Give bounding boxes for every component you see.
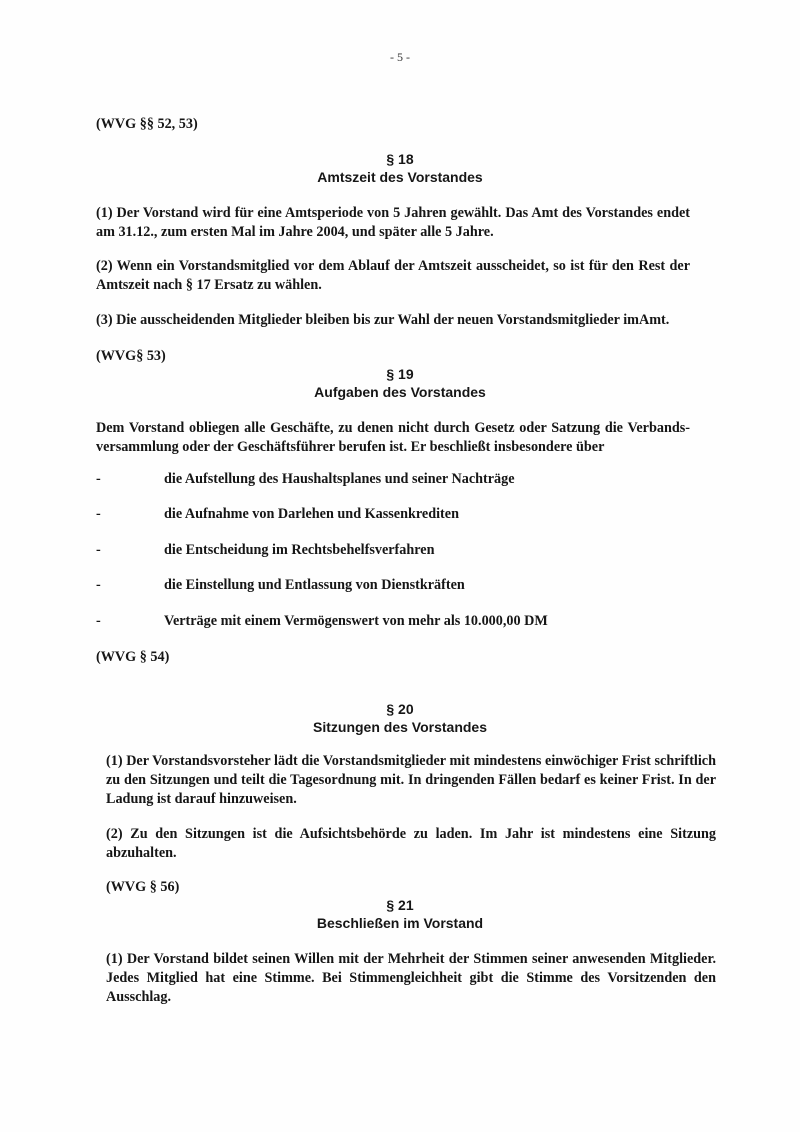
section-number: § 18 <box>386 151 414 167</box>
list-item-text: die Aufstellung des Haushaltsplanes und seiner Nachträge <box>164 471 515 487</box>
section-number: § 20 <box>386 701 414 717</box>
paragraph: (2) Zu den Sitzungen ist die Aufsichtsbehörde zu laden. Im Jahr ist mindestens eine Sitzung abzuhalten. <box>106 826 716 861</box>
bullet-dash: - <box>96 613 101 629</box>
list-item <box>0 576 800 595</box>
bullet-dash: - <box>96 471 101 487</box>
bullet-dash: - <box>96 506 101 522</box>
list-item-text: die Aufnahme von Darlehen und Kassenkrediten <box>164 506 459 522</box>
section-title: Sitzungen des Vorstandes <box>313 719 487 735</box>
page-number: - 5 - <box>390 50 410 64</box>
section-number: § 21 <box>386 897 414 913</box>
list-item <box>0 541 800 560</box>
paragraph: Dem Vorstand obliegen alle Geschäfte, zu denen nicht durch Gesetz oder Satzung die Verbands-versammlung oder der Geschäftsführer berufen ist. Er beschließt insbesondere über <box>96 420 690 455</box>
bullet-dash: - <box>96 542 101 558</box>
list-item-text: die Entscheidung im Rechtsbehelfsverfahren <box>164 542 435 558</box>
law-reference: (WVG§ 53) <box>96 348 166 364</box>
list-item <box>0 612 800 631</box>
law-reference: (WVG § 56) <box>106 879 180 895</box>
list-item-text: Verträge mit einem Vermögenswert von mehr als 10.000,00 DM <box>164 613 548 629</box>
bullet-dash: - <box>96 577 101 593</box>
paragraph: (1) Der Vorstand wird für eine Amtsperiode von 5 Jahren gewählt. Das Amt des Vorstandes endet am 31.12., zum ersten Mal im Jahre 2004, und später alle 5 Jahre. <box>96 205 690 240</box>
law-reference: (WVG § 54) <box>96 649 170 665</box>
section-number: § 19 <box>386 366 414 382</box>
list-item-text: die Einstellung und Entlassung von Dienstkräften <box>164 577 465 593</box>
paragraph: (1) Der Vorstandsvorsteher lädt die Vorstandsmitglieder mit mindestens einwöchiger Frist schriftlich zu den Sitzungen und teilt die Tagesordnung mit. In dringenden Fällen bedarf es keiner Frist. In der Ladung ist darauf hinzuweisen. <box>106 753 716 807</box>
paragraph: (1) Der Vorstand bildet seinen Willen mit der Mehrheit der Stimmen seiner anwesenden Mitglieder. Jedes Mitglied hat eine Stimme. Bei Stimmengleichheit gibt die Stimme des Vorsitzenden den Ausschlag. <box>106 951 716 1005</box>
paragraph: (2) Wenn ein Vorstandsmitglied vor dem Ablauf der Amtszeit ausscheidet, so ist für den Rest der Amtszeit nach § 17 Ersatz zu wählen. <box>96 258 690 293</box>
list-item <box>0 470 800 489</box>
section-title: Amtszeit des Vorstandes <box>317 169 483 185</box>
section-title: Aufgaben des Vorstandes <box>314 384 486 400</box>
paragraph: (3) Die ausscheidenden Mitglieder bleiben bis zur Wahl der neuen Vorstandsmitglieder imAmt. <box>96 312 670 328</box>
list-item <box>0 505 800 524</box>
section-title: Beschließen im Vorstand <box>316 915 484 931</box>
law-reference: (WVG §§ 52, 53) <box>96 116 198 132</box>
